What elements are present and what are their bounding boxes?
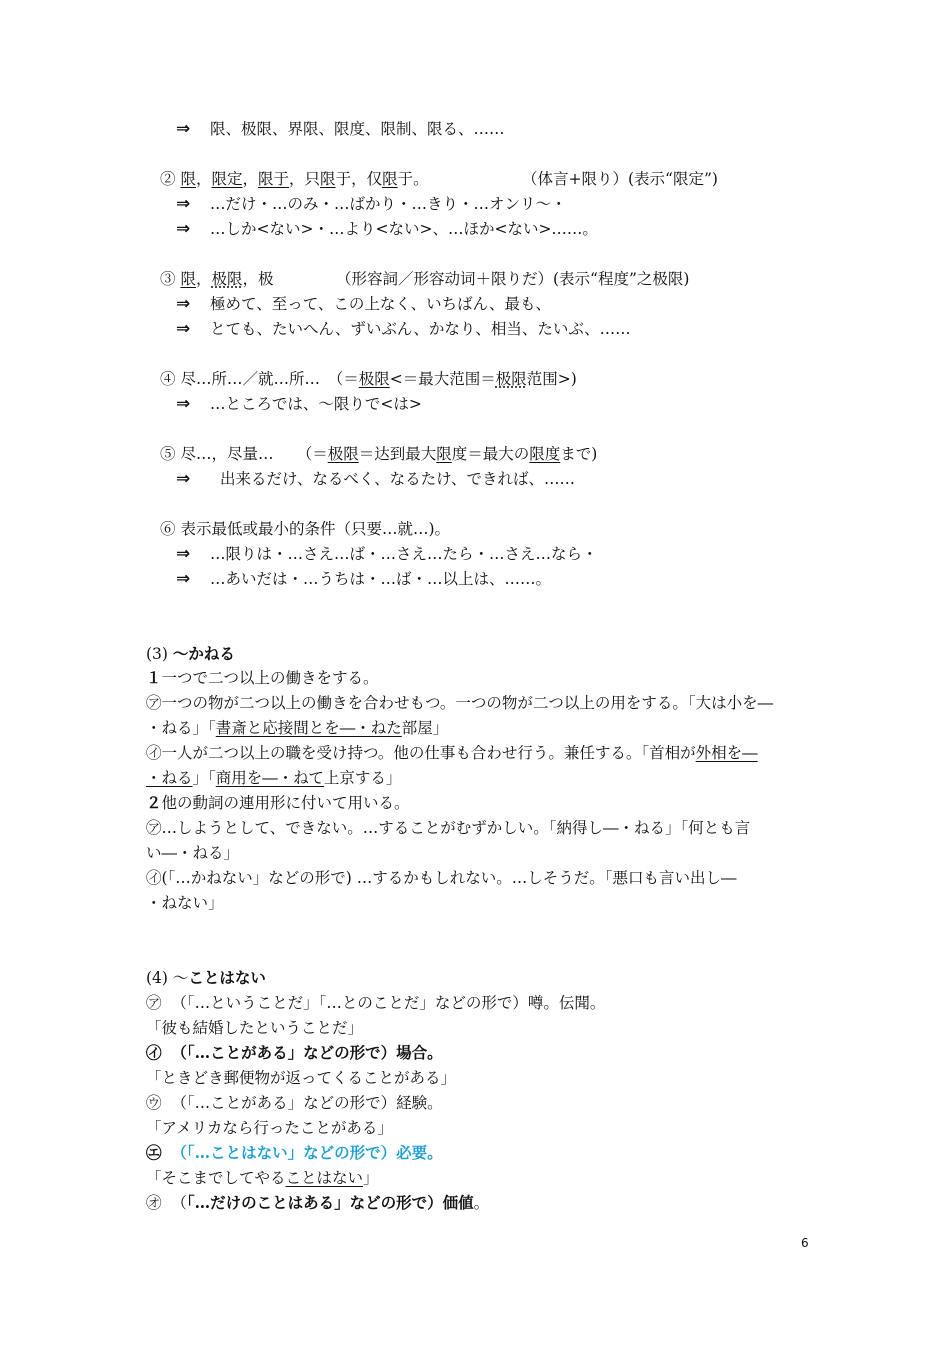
sense-2: ２他の動詞の連用形に付いて用いる。 — [146, 793, 410, 812]
definition-line: ・ねる」「商用を―・ねて上京する」 — [146, 769, 402, 787]
arrow-line: ⇒ とても、たいへん、ずいぶん、かなり、相当、たいぶ、…… — [176, 319, 631, 339]
definition-line: い―・ねる」 — [146, 844, 240, 862]
definition-line: ㋐…しようとして、できない。…することがむずかしい。「納得し―・ねる」「何とも言 — [146, 819, 751, 837]
item-2-heading: ② 限，限定，限于，只限于，仅限于。 — [160, 170, 429, 188]
arrow-icon: ⇒ — [176, 319, 191, 339]
arrow-line: ⇒ 出来るだけ、なるべく、なるたけ、できれば、…… — [176, 469, 575, 489]
arrow-line: ⇒ …限りは・…さえ…ば・…さえ…たら・…さえ…なら・ — [176, 544, 598, 564]
item-6-heading: ⑥ 表示最低或最小的条件（只要…就…)。 — [160, 520, 451, 538]
arrow-icon: ⇒ — [176, 294, 191, 314]
section-4-heading: (4) ～ことはない — [146, 968, 266, 987]
example-line: 「そこまでしてやることはない」 — [146, 1169, 379, 1187]
arrow-icon: ⇒ — [176, 394, 191, 414]
arrow-icon: ⇒ — [176, 544, 191, 564]
arrow-icon: ⇒ — [176, 569, 191, 589]
example-line: 「アメリカなら行ったことがある」 — [146, 1119, 393, 1137]
arrow-line: ⇒ 限、极限、界限、限度、限制、限る、…… — [176, 119, 505, 139]
definition-line: ・ねる」「書斎と応接間とを―・ねた部屋」 — [146, 719, 449, 737]
definition-line: ㋑(「…かねない」などの形で) …するかもしれない。…しそうだ。「悪口も言い出し― — [146, 869, 737, 887]
arrow-icon: ⇒ — [176, 194, 191, 214]
usage-d: ㋓ （「…ことはない」などの形で）必要。 — [146, 1143, 443, 1162]
item-2-note: （体言+限り）(表示“限定”) — [522, 170, 718, 188]
item-3-heading: ③ 限，极限，极 — [160, 270, 274, 288]
usage-e: ㋔ （「…だけのことはある」などの形で）価値。 — [146, 1193, 490, 1212]
arrow-icon: ⇒ — [176, 219, 191, 239]
item-5-heading: ⑤ 尽…，尽量… （＝极限＝达到最大限度＝最大の限度まで) — [160, 445, 598, 463]
usage-b: ㋑ （「…ことがある」などの形で）場合。 — [146, 1043, 443, 1062]
arrow-line: ⇒ …ところでは、～限りで<は> — [176, 394, 422, 414]
arrow-icon: ⇒ — [176, 469, 191, 489]
usage-c: ㋒ （「…ことがある」などの形で）経験。 — [146, 1094, 443, 1112]
arrow-icon: ⇒ — [176, 119, 191, 139]
definition-line: ㋑一人が二つ以上の職を受け持つ。他の仕事も合わせ行う。兼任する。「首相が外相を― — [146, 744, 758, 762]
sense-1: １一つで二つ以上の働きをする。 — [146, 668, 379, 687]
item-3-note: （形容詞／形容动词＋限りだ）(表示“程度”之极限) — [336, 270, 690, 288]
arrow-line: ⇒ 極めて、至って、この上なく、いちばん、最も、 — [176, 294, 552, 314]
definition-line: ㋐一つの物が二つ以上の働きを合わせもつ。一つの物が二つ以上の用をする。「大は小を― — [146, 694, 774, 712]
item-4-heading: ④ 尽…所…／就…所… （＝极限<＝最大范围＝极限范围>) — [160, 370, 577, 388]
page-number: 6 — [801, 1236, 809, 1250]
example-line: 「彼も結婚したということだ」 — [146, 1019, 364, 1037]
arrow-line: ⇒ …だけ・…のみ・…ばかり・…きり・…オンリ～・ — [176, 194, 567, 214]
arrow-line: ⇒ …しか<ない>・…より<ない>、…ほか<ない>……。 — [176, 219, 598, 239]
example-line: 「ときどき郵便物が返ってくることがある」 — [146, 1069, 457, 1087]
arrow-line: ⇒ …あいだは・…うちは・…ば・…以上は、……。 — [176, 569, 552, 589]
section-3-heading: (3) ～かねる — [146, 644, 235, 663]
definition-line: ・ねない」 — [146, 894, 224, 912]
usage-a: ㋐ （「…ということだ」「…とのことだ」などの形で）噂。伝聞。 — [146, 994, 606, 1012]
